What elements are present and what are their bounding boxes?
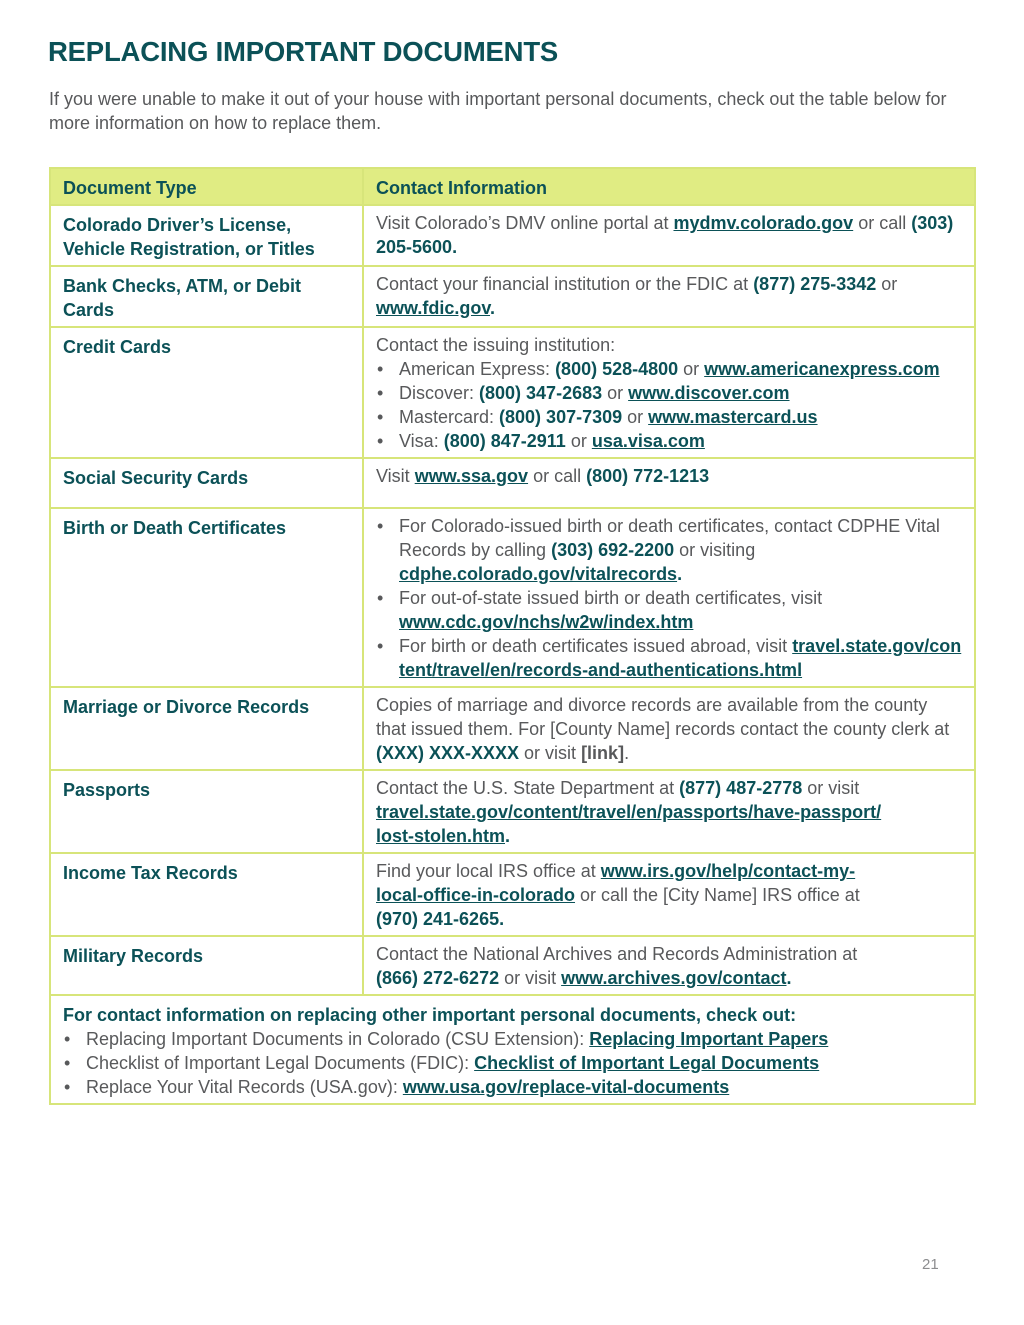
info-text: Visa:: [399, 431, 444, 451]
info-text: or: [876, 274, 898, 294]
table-row: [50, 458, 975, 508]
irs-phone: (970) 241-6265: [376, 909, 500, 929]
credit-list: [376, 357, 962, 453]
discover-phone: (800) 347-2683: [479, 383, 603, 403]
archives-link[interactable]: www.archives.gov/contact: [561, 968, 787, 988]
list-item: [376, 381, 962, 405]
table-row: [50, 205, 975, 266]
dmv-link[interactable]: mydmv.colorado.gov: [673, 213, 854, 233]
fdic-phone: (877) 275-3342: [753, 274, 877, 294]
cdphe-phone: (303) 692-2200: [551, 540, 675, 560]
info-text: or visiting: [674, 540, 756, 560]
list-item: [376, 586, 962, 634]
irs-link-continued[interactable]: local-office-in-colorado: [376, 885, 576, 905]
more-resources-heading: For contact information on replacing other important personal documents, check out:: [63, 1005, 797, 1025]
info-text: For birth or death certificates issued abroad, visit: [399, 636, 793, 656]
info-text: or: [622, 407, 649, 427]
more-resources-list: [63, 1027, 962, 1099]
info-text: For Colorado-issued birth or death certificates, contact CDPHE Vital Records by calling: [399, 516, 940, 560]
row-type-birth: Birth or Death Certificates: [50, 508, 363, 687]
info-text: .: [452, 237, 458, 257]
ssa-phone: (800) 772-1213: [586, 466, 710, 486]
credit-intro: Contact the issuing institution:: [376, 335, 616, 355]
row-type-military: Military Records: [50, 936, 363, 995]
fdic-checklist-link[interactable]: Checklist of Important Legal Documents: [474, 1053, 820, 1073]
list-item: [376, 514, 962, 586]
more-resources-cell: [50, 995, 975, 1104]
info-text: or: [565, 431, 592, 451]
info-text: Visit: [376, 466, 415, 486]
irs-link[interactable]: www.irs.gov/help/contact-my-: [600, 861, 856, 881]
header-contact-information: Contact Information: [363, 168, 975, 205]
info-text: Replace Your Vital Records (USA.gov):: [86, 1077, 403, 1097]
list-item: [376, 357, 962, 381]
row-info-ssa: [363, 458, 975, 508]
amex-link[interactable]: www.americanexpress.com: [704, 359, 940, 379]
info-text: .: [786, 968, 792, 988]
info-text: or visit: [802, 778, 860, 798]
row-info-passport: [363, 770, 975, 853]
table-row: [50, 936, 975, 995]
row-type-tax: Income Tax Records: [50, 853, 363, 936]
table-row: [50, 266, 975, 327]
info-text: Replacing Important Documents in Colorado (CSU Extension):: [86, 1029, 590, 1049]
csu-extension-link[interactable]: Replacing Important Papers: [589, 1029, 829, 1049]
mastercard-phone: (800) 307-7309: [499, 407, 623, 427]
info-text: American Express:: [399, 359, 556, 379]
list-item: [63, 1051, 962, 1075]
cdphe-link[interactable]: cdphe.colorado.gov/vitalrecords: [399, 564, 678, 584]
row-info-credit: [363, 327, 975, 458]
birth-list: [376, 514, 962, 682]
row-type-drivers-license: Colorado Driver’s License, Vehicle Registration, or Titles: [50, 205, 363, 266]
cdc-link[interactable]: www.cdc.gov/nchs/w2w/index.htm: [399, 612, 694, 632]
list-item: [376, 429, 962, 453]
clerk-link[interactable]: [link]: [581, 743, 625, 763]
table-row: [50, 770, 975, 853]
info-text: .: [490, 298, 496, 318]
info-text: Discover:: [399, 383, 480, 403]
info-text: .: [505, 826, 511, 846]
state-records-link[interactable]: travel.state.gov/content/travel/en/records-and-authentications.html: [399, 636, 962, 680]
table-row: [50, 853, 975, 936]
info-text: Mastercard:: [399, 407, 500, 427]
clerk-phone: (XXX) XXX-XXXX: [376, 743, 520, 763]
info-text: .: [677, 564, 683, 584]
table-row: [50, 687, 975, 770]
row-type-marriage: Marriage or Divorce Records: [50, 687, 363, 770]
amex-phone: (800) 528-4800: [555, 359, 679, 379]
info-text: Contact the U.S. State Department at: [376, 778, 680, 798]
state-dept-phone: (877) 487-2778: [679, 778, 803, 798]
visa-link[interactable]: usa.visa.com: [591, 431, 705, 451]
visa-phone: (800) 847-2911: [443, 431, 566, 451]
info-text: or: [602, 383, 629, 403]
passport-link[interactable]: travel.state.gov/content/travel/en/passports/have-passport/: [376, 802, 882, 822]
row-info-marriage: [363, 687, 975, 770]
usa-gov-link[interactable]: www.usa.gov/replace-vital-documents: [402, 1077, 730, 1097]
header-document-type: Document Type: [50, 168, 363, 205]
more-resources-row: [50, 995, 975, 1104]
info-text: or call: [853, 213, 912, 233]
info-text: .: [499, 909, 505, 929]
row-type-bank: Bank Checks, ATM, or Debit Cards: [50, 266, 363, 327]
info-text: or: [678, 359, 705, 379]
info-text: or call the [City Name] IRS office at: [575, 885, 860, 905]
row-type-passport: Passports: [50, 770, 363, 853]
info-text: Find your local IRS office at: [376, 861, 601, 881]
page-title: REPLACING IMPORTANT DOCUMENTS: [48, 36, 559, 67]
info-text: Checklist of Important Legal Documents (FDIC):: [86, 1053, 475, 1073]
dmv-phone: (303) 205-5600: [376, 213, 954, 257]
mastercard-link[interactable]: www.mastercard.us: [648, 407, 818, 427]
documents-table: [49, 167, 976, 1105]
passport-link-continued[interactable]: lost-stolen.htm: [376, 826, 505, 846]
page-number: 21: [922, 1256, 939, 1273]
list-item: [63, 1075, 962, 1099]
archives-phone: (866) 272-6272: [376, 968, 500, 988]
intro-paragraph: If you were unable to make it out of your house with important personal documents, check out the table below for more information on how to replace them.: [49, 89, 947, 133]
info-text: Contact the National Archives and Records Administration at: [376, 944, 858, 964]
row-type-credit: Credit Cards: [50, 327, 363, 458]
table-row: [50, 508, 975, 687]
row-info-bank: [363, 266, 975, 327]
table-header-row: [50, 168, 975, 205]
row-info-tax: [363, 853, 975, 936]
row-info-drivers-license: [363, 205, 975, 266]
list-item: [376, 634, 962, 682]
info-text: Contact your financial institution or the FDIC at: [376, 274, 754, 294]
info-text: or visit: [519, 743, 582, 763]
fdic-link[interactable]: www.fdic.gov: [376, 298, 491, 318]
list-item: [376, 405, 962, 429]
info-text: .: [624, 743, 630, 763]
info-text: Visit Colorado’s DMV online portal at: [376, 213, 674, 233]
list-item: [63, 1027, 962, 1051]
discover-link[interactable]: www.discover.com: [628, 383, 790, 403]
table-row: [50, 327, 975, 458]
info-text: or call: [528, 466, 587, 486]
info-text: Copies of marriage and divorce records are available from the county that issued them. For [County Name] records contact the county clerk at: [376, 695, 950, 739]
row-type-ssa: Social Security Cards: [50, 458, 363, 508]
ssa-link[interactable]: www.ssa.gov: [414, 466, 529, 486]
info-text: For out-of-state issued birth or death certificates, visit: [399, 588, 823, 608]
row-info-military: [363, 936, 975, 995]
info-text: or visit: [499, 968, 562, 988]
row-info-birth: [363, 508, 975, 687]
